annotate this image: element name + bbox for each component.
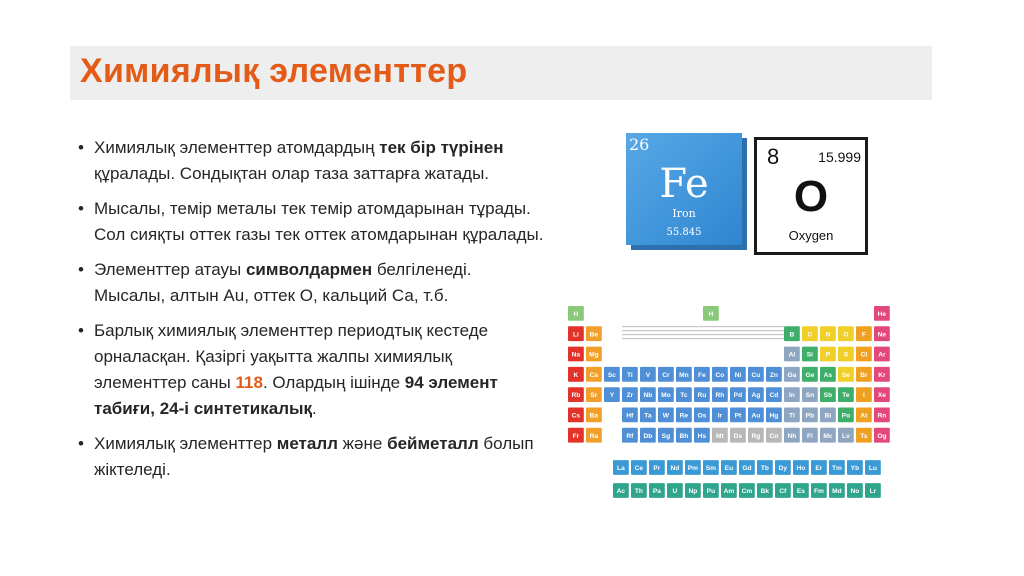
element-symbol: Rn [877, 412, 887, 420]
element-symbol: Ar [878, 351, 886, 359]
element-cell [802, 408, 818, 423]
element-cell [730, 367, 746, 382]
element-cell [847, 483, 863, 498]
bullet-item [76, 318, 546, 422]
element-cell [694, 367, 710, 382]
element-symbol: He [877, 311, 887, 318]
element-symbol: Ag [751, 392, 761, 400]
element-cell [802, 428, 818, 443]
element-cell [640, 408, 656, 423]
atomic-mass: 15.999 [818, 149, 861, 165]
element-symbol: Cf [779, 488, 787, 496]
element-cell [766, 408, 782, 423]
element-symbol: Mt [716, 432, 724, 440]
element-symbol: Fm [813, 488, 824, 496]
element-cell [730, 387, 746, 402]
tile-face [626, 133, 742, 245]
element-symbol: O [793, 172, 829, 221]
element-symbol: Cu [751, 371, 761, 379]
element-cell [784, 347, 800, 362]
element-cell [586, 326, 602, 341]
element-cell [874, 347, 890, 362]
element-cell [568, 367, 584, 382]
bullet-marker: • [78, 434, 84, 453]
element-cell [676, 408, 692, 423]
legend-line [622, 326, 784, 327]
element-symbol: Ne [877, 331, 887, 339]
element-cell [658, 428, 674, 443]
element-cell [820, 347, 836, 362]
element-cell [829, 483, 845, 498]
iron-element-tile [626, 133, 742, 245]
slide-title: Химиялық элементтер [80, 52, 468, 90]
element-symbol: Mn [679, 371, 689, 379]
element-cell [568, 408, 584, 423]
element-symbol: Os [697, 412, 707, 420]
oxygen-element-tile [754, 137, 868, 255]
element-symbol: Bi [824, 412, 832, 420]
element-cell [838, 408, 854, 423]
element-cell [775, 483, 791, 498]
bullet-bold-text: бейметалл [387, 434, 479, 453]
element-symbol: Cr [662, 371, 670, 379]
element-symbol: Tc [680, 392, 688, 400]
element-symbol: Sn [805, 392, 815, 400]
element-symbol: As [823, 371, 833, 379]
element-symbol: Zr [626, 392, 634, 400]
element-cell [757, 460, 773, 475]
element-symbol: Ni [734, 371, 742, 379]
element-symbol: Ts [860, 432, 868, 440]
element-symbol: V [645, 371, 651, 379]
bullet-text: Химиялық элементтер [94, 434, 277, 453]
element-symbol: Au [751, 412, 761, 420]
element-symbol: Hg [769, 412, 779, 420]
element-symbol: Mg [589, 351, 599, 359]
element-symbol: La [617, 465, 625, 473]
element-cell [766, 367, 782, 382]
element-symbol: Rb [571, 392, 581, 400]
element-symbol: Cn [769, 432, 779, 440]
element-symbol: Nb [643, 392, 653, 400]
element-cell [658, 387, 674, 402]
element-cell [721, 483, 737, 498]
element-cell [604, 387, 620, 402]
element-cell [622, 387, 638, 402]
bullet-text: және [337, 434, 388, 453]
element-symbol: Eu [724, 465, 734, 473]
element-symbol: Y [609, 392, 615, 400]
element-symbol: At [860, 412, 868, 420]
element-symbol: Ce [634, 465, 644, 473]
element-cell [847, 460, 863, 475]
element-symbol: Se [841, 371, 850, 379]
element-symbol: Ta [644, 412, 652, 420]
element-cell [874, 387, 890, 402]
bullet-text: Барлық химиялық элементтер периодтық кестеде орналасқан. Қазіргі уақытта жалпы химиялық элементтер саны [94, 321, 489, 392]
element-cell [820, 428, 836, 443]
element-cell [775, 460, 791, 475]
element-symbol: Fl [806, 432, 813, 440]
element-cell [658, 408, 674, 423]
element-symbol: Er [815, 465, 823, 473]
element-symbol: Tm [831, 465, 842, 473]
bullet-item [76, 431, 546, 483]
bullet-bold-text: символдармен [245, 260, 373, 279]
element-symbol: H [708, 311, 714, 318]
element-cell [568, 347, 584, 362]
element-symbol: Md [832, 488, 842, 496]
element-symbol: In [788, 392, 795, 400]
element-symbol: Rg [751, 432, 761, 440]
element-cell [838, 347, 854, 362]
element-symbol: B [789, 331, 795, 339]
element-cell [712, 367, 728, 382]
element-cell [856, 326, 872, 341]
element-cell [784, 367, 800, 382]
element-symbol: Lv [842, 432, 850, 440]
element-symbol: Sg [661, 432, 671, 440]
element-symbol: Li [572, 331, 579, 339]
element-cell [676, 367, 692, 382]
element-symbol: Re [679, 412, 689, 420]
element-symbol: Cm [741, 488, 753, 496]
element-symbol: Mo [661, 392, 671, 400]
element-symbol: Te [842, 392, 850, 400]
element-cell [676, 428, 692, 443]
element-symbol: Fe [698, 371, 706, 379]
element-cell [640, 387, 656, 402]
element-cell [739, 483, 755, 498]
element-cell [586, 408, 602, 423]
bullet-marker: • [78, 321, 84, 340]
element-cell [856, 408, 872, 423]
bullet-bold-text: тек бір түрінен [379, 138, 504, 157]
element-cell [694, 387, 710, 402]
element-symbol: Kr [878, 371, 886, 379]
element-symbol: Np [688, 488, 698, 496]
element-cell [802, 387, 818, 402]
element-cell [613, 460, 629, 475]
element-cell [784, 326, 800, 341]
element-symbol: Mc [823, 432, 833, 440]
element-symbol: Pt [734, 412, 742, 420]
element-cell [694, 428, 710, 443]
element-cell [685, 483, 701, 498]
bullet-text: . Олардың ішінде [262, 373, 405, 392]
element-cell [856, 428, 872, 443]
element-symbol: Ti [627, 371, 633, 379]
element-symbol: Pa [652, 488, 661, 496]
element-cell [838, 428, 854, 443]
element-symbol: I [862, 392, 865, 400]
element-symbol: W [662, 412, 670, 420]
title-bar [70, 46, 932, 100]
element-symbol: Pm [687, 465, 699, 473]
element-symbol: O [843, 331, 849, 339]
element-symbol: Es [796, 488, 805, 496]
element-symbol: Bk [760, 488, 770, 496]
atomic-number: 8 [767, 144, 780, 169]
element-cell [874, 326, 890, 341]
element-cell [640, 367, 656, 382]
element-symbol: Cd [769, 392, 779, 400]
element-cell [865, 460, 881, 475]
element-cell [874, 306, 890, 321]
element-cell [748, 367, 764, 382]
bullet-marker: • [78, 199, 84, 218]
element-cell [721, 460, 737, 475]
element-symbol: Ga [787, 371, 797, 379]
element-cell [730, 428, 746, 443]
element-symbol: Ra [589, 432, 599, 440]
bullet-text: Элементтер атауы [94, 260, 246, 279]
element-cell [667, 483, 683, 498]
element-symbol: Ru [697, 392, 707, 400]
element-cell [604, 367, 620, 382]
element-cell [568, 428, 584, 443]
element-cell [685, 460, 701, 475]
element-cell [739, 460, 755, 475]
element-cell [865, 483, 881, 498]
element-symbol: Lr [869, 488, 877, 496]
element-cell [622, 367, 638, 382]
element-name: Oxygen [788, 228, 834, 243]
element-symbol: Na [571, 351, 581, 359]
element-cell [586, 347, 602, 362]
element-cell [874, 408, 890, 423]
bullet-text: Мысалы, темір металы тек темір атомдарынан тұрады. Сол сияқты оттек газы тек оттек атомдарынан құралады. [94, 199, 544, 244]
bullet-list [76, 135, 546, 492]
bullet-bold-text: металл [276, 434, 338, 453]
element-symbol: Hs [697, 432, 707, 440]
element-cell [613, 483, 629, 498]
bullet-text: белгіленеді. Мысалы, алтын Au, оттек О, кальций Са, т.б. [94, 260, 472, 305]
element-cell [856, 347, 872, 362]
element-cell [667, 460, 683, 475]
bullet-text: болып жіктеледі. [94, 434, 534, 479]
element-cell [658, 367, 674, 382]
element-cell [703, 483, 719, 498]
legend-line [622, 330, 784, 331]
bullet-text: құралады. Сондықтан олар таза заттарға жатады. [94, 164, 490, 183]
element-cell [712, 408, 728, 423]
element-cell [820, 408, 836, 423]
element-symbol: Zn [769, 371, 778, 379]
element-symbol: Ac [616, 488, 626, 496]
element-cell [811, 483, 827, 498]
element-symbol: Al [788, 351, 796, 359]
element-cell [838, 367, 854, 382]
element-symbol: Tl [788, 412, 795, 420]
element-cell [748, 408, 764, 423]
element-symbol: Rh [715, 392, 725, 400]
element-cell [703, 306, 719, 321]
element-symbol: Bh [679, 432, 689, 440]
element-symbol: Tb [760, 465, 769, 473]
bullet-bold-text: 94 элемент табиғи, 24-і синтетикалық [94, 373, 498, 418]
element-symbol: Fr [572, 432, 580, 440]
element-symbol: Th [634, 488, 643, 496]
element-cell [568, 306, 584, 321]
element-symbol: Lu [868, 465, 877, 473]
element-symbol: P [825, 351, 831, 359]
element-symbol: F [861, 331, 866, 339]
element-symbol: Ir [717, 412, 723, 420]
element-symbol: N [825, 331, 831, 339]
element-symbol: Xe [877, 392, 886, 400]
element-cell [802, 347, 818, 362]
element-cell [793, 460, 809, 475]
element-cell [631, 483, 647, 498]
bullet-marker: • [78, 138, 84, 157]
element-cell [712, 387, 728, 402]
element-cell [811, 460, 827, 475]
element-cell [730, 408, 746, 423]
element-symbol: H [573, 311, 579, 318]
element-symbol: Pb [805, 412, 815, 420]
element-cell [793, 483, 809, 498]
element-cell [676, 387, 692, 402]
bullet-bold-text: 118 [235, 373, 263, 392]
element-cell [874, 428, 890, 443]
element-symbol: Sr [590, 392, 598, 400]
element-cell [712, 428, 728, 443]
element-cell [649, 483, 665, 498]
element-symbol: Ds [733, 432, 743, 440]
element-symbol: Nh [787, 432, 797, 440]
element-cell [622, 408, 638, 423]
element-cell [586, 428, 602, 443]
element-symbol: Db [643, 432, 653, 440]
element-cell [766, 387, 782, 402]
element-symbol: Dy [778, 465, 788, 473]
element-symbol: Co [715, 371, 725, 379]
element-cell [838, 387, 854, 402]
element-symbol: Pr [653, 465, 661, 473]
element-symbol: Ho [796, 465, 806, 473]
atomic-number: 26 [629, 135, 650, 154]
element-cell [820, 367, 836, 382]
element-cell [568, 326, 584, 341]
element-symbol: Si [806, 351, 814, 359]
element-symbol: S [843, 351, 849, 359]
element-cell [631, 460, 647, 475]
element-cell [748, 428, 764, 443]
element-symbol: Po [841, 412, 851, 420]
element-cell [856, 367, 872, 382]
element-cell [622, 428, 638, 443]
atomic-mass: 55.845 [666, 227, 702, 238]
element-cell [766, 428, 782, 443]
element-cell [703, 460, 719, 475]
element-symbol: Sm [705, 465, 717, 473]
element-symbol: Fe [659, 161, 709, 207]
bullet-text: Химиялық элементтер атомдардың [94, 138, 380, 157]
periodic-table-image [560, 296, 930, 501]
element-symbol: Yb [850, 465, 860, 473]
legend-line [622, 338, 784, 339]
element-symbol: Am [723, 488, 735, 496]
element-symbol: Og [877, 432, 887, 440]
element-name: Iron [672, 207, 696, 220]
element-symbol: U [672, 488, 678, 496]
element-cell [820, 326, 836, 341]
element-symbol: Ba [589, 412, 599, 420]
element-symbol: Sc [607, 371, 616, 379]
element-cell [874, 367, 890, 382]
element-cell [784, 428, 800, 443]
element-symbol: No [850, 488, 860, 496]
legend-line [622, 334, 784, 335]
element-symbol: Nd [670, 465, 680, 473]
element-symbol: Gd [742, 465, 752, 473]
element-cell [694, 408, 710, 423]
bullet-text: . [312, 399, 317, 418]
element-symbol: Ca [589, 371, 599, 379]
element-cell [640, 428, 656, 443]
element-cell [757, 483, 773, 498]
element-cell [649, 460, 665, 475]
element-cell [586, 367, 602, 382]
element-cell [838, 326, 854, 341]
bullet-item [76, 196, 546, 248]
bullet-item [76, 135, 546, 187]
element-cell [820, 387, 836, 402]
element-symbol: Rf [626, 432, 634, 440]
element-symbol: Ge [805, 371, 815, 379]
element-cell [856, 387, 872, 402]
element-symbol: Cs [571, 412, 581, 420]
element-cell [802, 367, 818, 382]
element-symbol: C [807, 331, 813, 339]
element-symbol: Sb [823, 392, 833, 400]
element-cell [784, 408, 800, 423]
element-cell [802, 326, 818, 341]
element-cell [568, 387, 584, 402]
element-symbol: Pd [733, 392, 743, 400]
element-symbol: Cl [860, 351, 868, 359]
bullet-marker: • [78, 260, 84, 279]
element-symbol: Be [589, 331, 599, 339]
element-symbol: Br [860, 371, 868, 379]
element-cell [586, 387, 602, 402]
element-cell [829, 460, 845, 475]
element-cell [748, 387, 764, 402]
element-symbol: Pu [706, 488, 716, 496]
element-symbol: K [573, 371, 579, 379]
element-cell [784, 387, 800, 402]
bullet-item [76, 257, 546, 309]
element-symbol: Hf [626, 412, 634, 420]
